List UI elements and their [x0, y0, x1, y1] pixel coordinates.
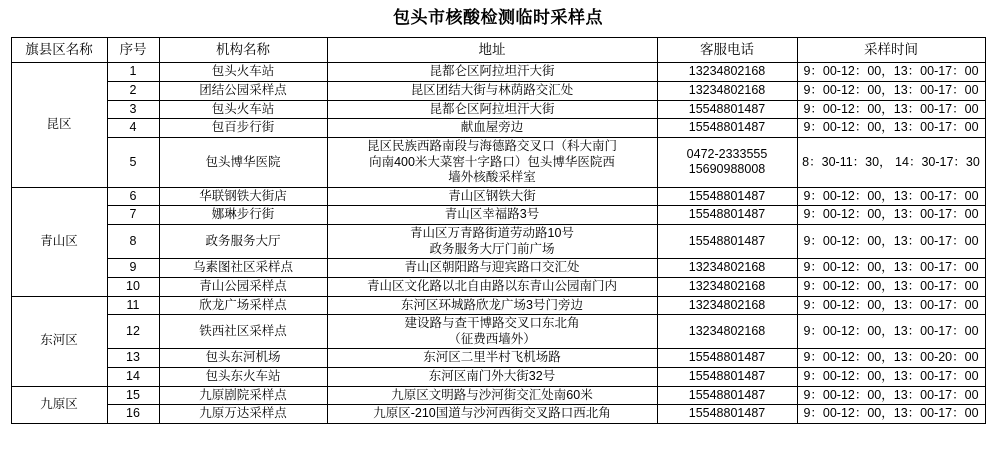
address-cell-line: 青山区幸福路3号 [444, 207, 540, 222]
time-cell [797, 206, 985, 225]
phone-cell-line: 13234802168 [688, 323, 766, 338]
organization-cell: 包头东火车站 [159, 368, 327, 387]
table-row [11, 119, 985, 138]
time-cell-line: 9：00-12：00，13：00-17：00 [803, 297, 979, 312]
address-cell-line: 墙外核酸采样室 [448, 170, 536, 185]
index-cell: 12 [107, 315, 159, 349]
organization-cell: 九原剧院采样点 [159, 386, 327, 405]
organization-cell: 政务服务大厅 [159, 225, 327, 259]
phone-cell-line: 15548801487 [688, 233, 766, 248]
index-cell: 2 [107, 82, 159, 101]
district-cell: 昆区 [11, 63, 107, 187]
phone-cell-line: 13234802168 [688, 297, 766, 312]
time-cell [797, 349, 985, 368]
index-cell: 8 [107, 225, 159, 259]
time-cell [797, 405, 985, 424]
phone-cell [657, 225, 797, 259]
phone-cell [657, 349, 797, 368]
time-cell-line: 9：00-12：00，13：00-17：00 [803, 323, 979, 338]
index-cell: 10 [107, 277, 159, 296]
phone-cell [657, 100, 797, 119]
address-cell [327, 368, 657, 387]
address-cell [327, 315, 657, 349]
organization-cell: 包头博华医院 [159, 137, 327, 187]
index-cell: 6 [107, 187, 159, 206]
address-cell-line: 昆区民族西路南段与海德路交叉口（科大南门 [366, 138, 617, 153]
time-cell [797, 187, 985, 206]
table-row [11, 315, 985, 349]
time-cell [797, 277, 985, 296]
index-cell: 15 [107, 386, 159, 405]
address-cell-line: （征费西墙外） [448, 331, 536, 346]
time-cell-line: 8：30-11：30， 14：30-17：30 [802, 154, 980, 169]
phone-cell-line: 15548801487 [688, 188, 766, 203]
time-cell [797, 296, 985, 315]
organization-cell: 铁西社区采样点 [159, 315, 327, 349]
phone-cell-line: 15690988008 [688, 162, 766, 177]
column-header-time: 采样时间 [797, 38, 985, 63]
time-cell [797, 63, 985, 82]
address-cell [327, 405, 657, 424]
table-row [11, 349, 985, 368]
address-cell-line: 献血屋旁边 [460, 120, 524, 135]
organization-cell: 欣龙广场采样点 [159, 296, 327, 315]
index-cell: 13 [107, 349, 159, 368]
time-cell-line: 9：00-12：00，13：00-20：00 [803, 350, 979, 365]
address-cell [327, 63, 657, 82]
organization-cell: 包百步行街 [159, 119, 327, 138]
time-cell [797, 82, 985, 101]
organization-cell: 乌素图社区采样点 [159, 259, 327, 278]
phone-cell [657, 386, 797, 405]
phone-cell-line: 15548801487 [688, 120, 766, 135]
address-cell [327, 259, 657, 278]
time-cell-line: 9：00-12：00，13：00-17：00 [803, 278, 979, 293]
phone-cell-line: 15548801487 [688, 406, 766, 421]
address-cell [327, 100, 657, 119]
phone-cell-line: 13234802168 [688, 278, 766, 293]
phone-cell [657, 63, 797, 82]
index-cell: 3 [107, 100, 159, 119]
address-cell [327, 296, 657, 315]
address-cell-line: 昆都仑区阿拉坦汗大街 [429, 64, 555, 79]
phone-cell [657, 405, 797, 424]
phone-cell-line: 15548801487 [688, 207, 766, 222]
address-cell-line: 九原区-210国道与沙河西街交叉路口西北角 [373, 406, 611, 421]
organization-cell: 青山公园采样点 [159, 277, 327, 296]
table-body [11, 63, 985, 424]
table-row [11, 386, 985, 405]
index-cell: 5 [107, 137, 159, 187]
column-header-organization: 机构名称 [159, 38, 327, 63]
address-cell-line: 青山区万青路街道劳动路10号 [410, 226, 574, 241]
table-header-row [11, 38, 985, 63]
table-row [11, 206, 985, 225]
table-row [11, 82, 985, 101]
address-cell-line: 昆都仑区阿拉坦汗大街 [429, 101, 555, 116]
address-cell-line: 昆区团结大街与林荫路交汇处 [410, 83, 574, 98]
phone-cell [657, 137, 797, 187]
phone-cell-line: 15548801487 [688, 369, 766, 384]
sampling-sites-table [11, 37, 986, 424]
phone-cell [657, 82, 797, 101]
address-cell-line: 青山区文化路以北自由路以东青山公园南门内 [366, 278, 617, 293]
column-header-district: 旗县区名称 [11, 38, 107, 63]
time-cell [797, 119, 985, 138]
phone-cell-line: 13234802168 [688, 64, 766, 79]
table-row [11, 259, 985, 278]
time-cell [797, 225, 985, 259]
page-title: 包头市核酸检测临时采样点 [393, 8, 603, 27]
table-row [11, 368, 985, 387]
phone-cell [657, 119, 797, 138]
time-cell-line: 9：00-12：00，13：00-17：00 [803, 188, 979, 203]
table-row [11, 137, 985, 187]
time-cell [797, 137, 985, 187]
address-cell-line: 青山区朝阳路与迎宾路口交汇处 [404, 260, 580, 275]
time-cell [797, 100, 985, 119]
address-cell [327, 386, 657, 405]
address-cell-line: 东河区二里半村飞机场路 [423, 350, 561, 365]
organization-cell: 包头火车站 [159, 100, 327, 119]
district-cell: 青山区 [11, 187, 107, 296]
index-cell: 14 [107, 368, 159, 387]
index-cell: 4 [107, 119, 159, 138]
address-cell-line: 向南400米大菜窖十字路口）包头博华医院西 [369, 154, 615, 169]
table-header [11, 38, 985, 63]
phone-cell [657, 315, 797, 349]
address-cell [327, 225, 657, 259]
phone-cell-line: 15548801487 [688, 101, 766, 116]
organization-cell: 娜琳步行街 [159, 206, 327, 225]
phone-cell-line: 13234802168 [688, 260, 766, 275]
table-row [11, 225, 985, 259]
column-header-phone: 客服电话 [657, 38, 797, 63]
time-cell-line: 9：00-12：00，13：00-17：00 [803, 406, 979, 421]
phone-cell [657, 296, 797, 315]
time-cell [797, 368, 985, 387]
time-cell-line: 9：00-12：00，13：00-17：00 [803, 369, 979, 384]
organization-cell: 团结公园采样点 [159, 82, 327, 101]
phone-cell-line: 15548801487 [688, 350, 766, 365]
time-cell-line: 9：00-12：00，13：00-17：00 [803, 207, 979, 222]
address-cell [327, 119, 657, 138]
address-cell-line: 东河区环城路欣龙广场3号门旁边 [401, 297, 583, 312]
time-cell-line: 9：00-12：00，13：00-17：00 [803, 120, 979, 135]
time-cell-line: 9：00-12：00，13：00-17：00 [803, 260, 979, 275]
organization-cell: 包头火车站 [159, 63, 327, 82]
table-row [11, 277, 985, 296]
phone-cell [657, 368, 797, 387]
address-cell-line: 政务服务大厅门前广场 [429, 241, 555, 256]
address-cell-line: 九原区文明路与沙河街交汇处南60米 [391, 387, 593, 402]
phone-cell [657, 259, 797, 278]
organization-cell: 华联钢铁大街店 [159, 187, 327, 206]
column-header-index: 序号 [107, 38, 159, 63]
address-cell-line: 东河区南门外大街32号 [428, 369, 556, 384]
table-row [11, 405, 985, 424]
address-cell-line: 建设路与查干博路交叉口东北角 [404, 316, 580, 331]
time-cell-line: 9：00-12：00，13：00-17：00 [803, 64, 979, 79]
address-cell [327, 206, 657, 225]
district-cell: 九原区 [11, 386, 107, 423]
organization-cell: 九原万达采样点 [159, 405, 327, 424]
district-cell: 东河区 [11, 296, 107, 386]
table-row [11, 187, 985, 206]
index-cell: 9 [107, 259, 159, 278]
address-cell-line: 青山区钢铁大街 [448, 188, 536, 203]
index-cell: 7 [107, 206, 159, 225]
time-cell-line: 9：00-12：00，13：00-17：00 [803, 233, 979, 248]
address-cell [327, 82, 657, 101]
address-cell [327, 137, 657, 187]
time-cell [797, 386, 985, 405]
time-cell-line: 9：00-12：00，13：00-17：00 [803, 83, 979, 98]
address-cell [327, 277, 657, 296]
address-cell [327, 187, 657, 206]
time-cell-line: 9：00-12：00，13：00-17：00 [803, 101, 979, 116]
phone-cell [657, 277, 797, 296]
column-header-address: 地址 [327, 38, 657, 63]
address-cell [327, 349, 657, 368]
phone-cell-line: 0472-2333555 [686, 146, 768, 161]
index-cell: 11 [107, 296, 159, 315]
table-row [11, 296, 985, 315]
phone-cell [657, 187, 797, 206]
phone-cell [657, 206, 797, 225]
index-cell: 16 [107, 405, 159, 424]
phone-cell-line: 13234802168 [688, 83, 766, 98]
table-row [11, 63, 985, 82]
time-cell-line: 9：00-12：00，13：00-17：00 [803, 387, 979, 402]
index-cell: 1 [107, 63, 159, 82]
time-cell [797, 315, 985, 349]
table-row [11, 100, 985, 119]
time-cell [797, 259, 985, 278]
phone-cell-line: 15548801487 [688, 387, 766, 402]
organization-cell: 包头东河机场 [159, 349, 327, 368]
